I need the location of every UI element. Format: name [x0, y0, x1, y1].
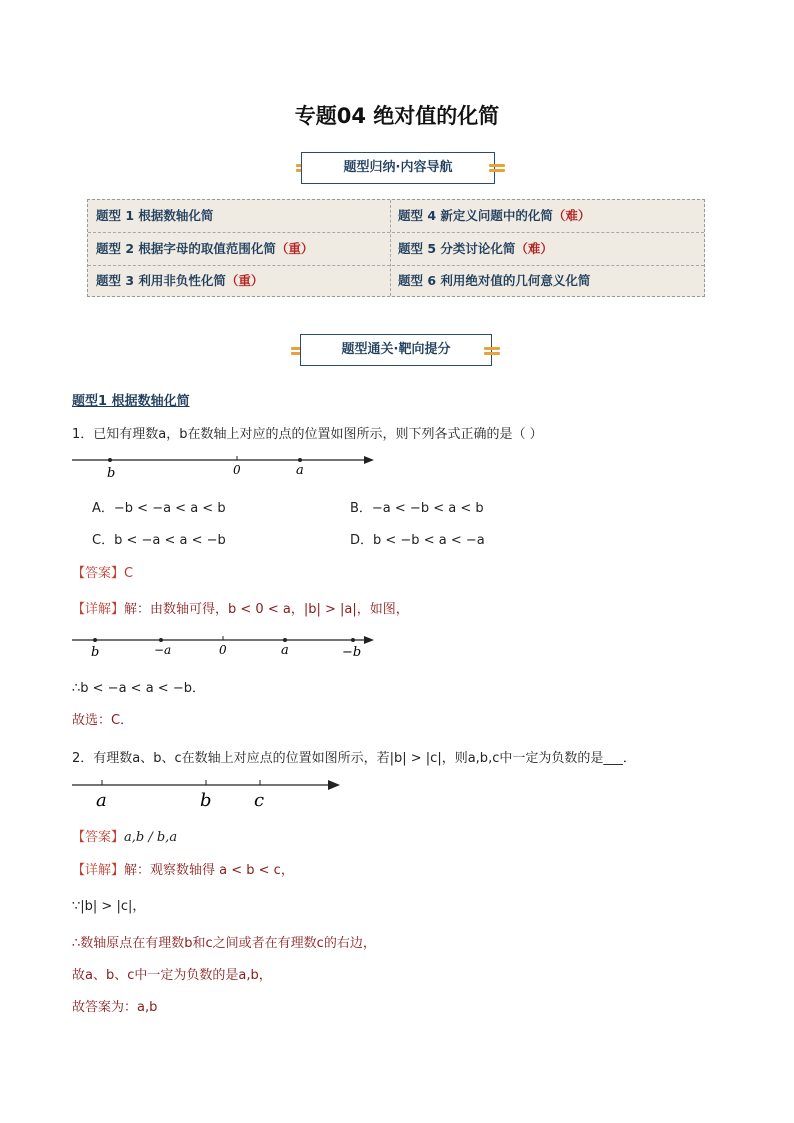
- axis2-label-neg-a: −a: [154, 643, 172, 657]
- axis3-label-a: a: [96, 790, 107, 811]
- section-title-1[interactable]: 题型1 根据数轴化简: [72, 394, 190, 409]
- axis1-label-a: a: [296, 463, 304, 478]
- answer-2: 【答案】a,b / b,a: [72, 830, 178, 845]
- axis2-label-0: 0: [219, 643, 227, 657]
- axis1-label-b: b: [107, 466, 116, 481]
- practice-header: 题型通关·靶向提分: [300, 334, 492, 366]
- nav-item-3[interactable]: 题型 3 利用非负性化简（重）: [96, 273, 264, 288]
- option-d[interactable]: D．b < −b < a < −a: [350, 533, 485, 548]
- final-answer-2: 故答案为：a,b: [72, 1000, 158, 1015]
- nav-item-2[interactable]: 题型 2 根据字母的取值范围化简（重）: [96, 241, 314, 256]
- nav-item-1[interactable]: 题型 1 根据数轴化简: [96, 208, 214, 223]
- conclusion-1: ∴b < −a < a < −b．: [72, 681, 205, 696]
- because-2: ∵|b| > |c|，: [72, 899, 146, 914]
- axis3-label-c: c: [254, 790, 265, 811]
- nav-item-6[interactable]: 题型 6 利用绝对值的几何意义化简: [398, 273, 591, 288]
- option-a[interactable]: A．−b < −a < a < b: [92, 501, 226, 516]
- axis2-label-b: b: [91, 645, 100, 660]
- decor-right-icon: [484, 345, 500, 357]
- therefore-2: 故a、b、c中一定为负数的是a,b，: [72, 968, 272, 983]
- detail-1: 【详解】解：由数轴可得，b < 0 < a，|b| > |a|，如图，: [72, 602, 409, 617]
- nav-table: [87, 199, 705, 297]
- option-c[interactable]: C．b < −a < a < −b: [92, 533, 226, 548]
- number-line-2: [70, 630, 380, 664]
- nav-item-5[interactable]: 题型 5 分类讨论化简（难）: [398, 241, 553, 256]
- axis3-label-b: b: [200, 790, 212, 811]
- number-line-3: [70, 775, 345, 815]
- axis2-label-a: a: [281, 643, 289, 658]
- nav-header: 题型归纳·内容导航: [301, 152, 495, 184]
- nav-item-4[interactable]: 题型 4 新定义问题中的化简（难）: [398, 208, 591, 223]
- question-1-stem: 1．已知有理数a，b在数轴上对应的点的位置如图所示，则下列各式正确的是（ ）: [72, 427, 543, 442]
- question-2-stem: 2．有理数a、b、c在数轴上对应点的位置如图所示，若|b| > |c|，则a,b,c中一定为负数的是___．: [72, 751, 636, 766]
- number-line-1: [70, 450, 380, 484]
- axis1-label-0: 0: [233, 463, 241, 477]
- option-b[interactable]: B．−a < −b < a < b: [350, 501, 484, 516]
- reason-2: ∴数轴原点在有理数b和c之间或者在有理数c的右边，: [72, 936, 376, 951]
- answer-1: 【答案】C: [72, 566, 134, 581]
- page-title: 专题04 绝对值的化简: [294, 104, 500, 128]
- choice-1: 故选：C．: [72, 713, 134, 728]
- axis2-label-neg-b: −b: [342, 645, 362, 660]
- decor-right-icon: [489, 162, 505, 174]
- detail-2: 【详解】解：观察数轴得 a < b < c，: [72, 863, 294, 878]
